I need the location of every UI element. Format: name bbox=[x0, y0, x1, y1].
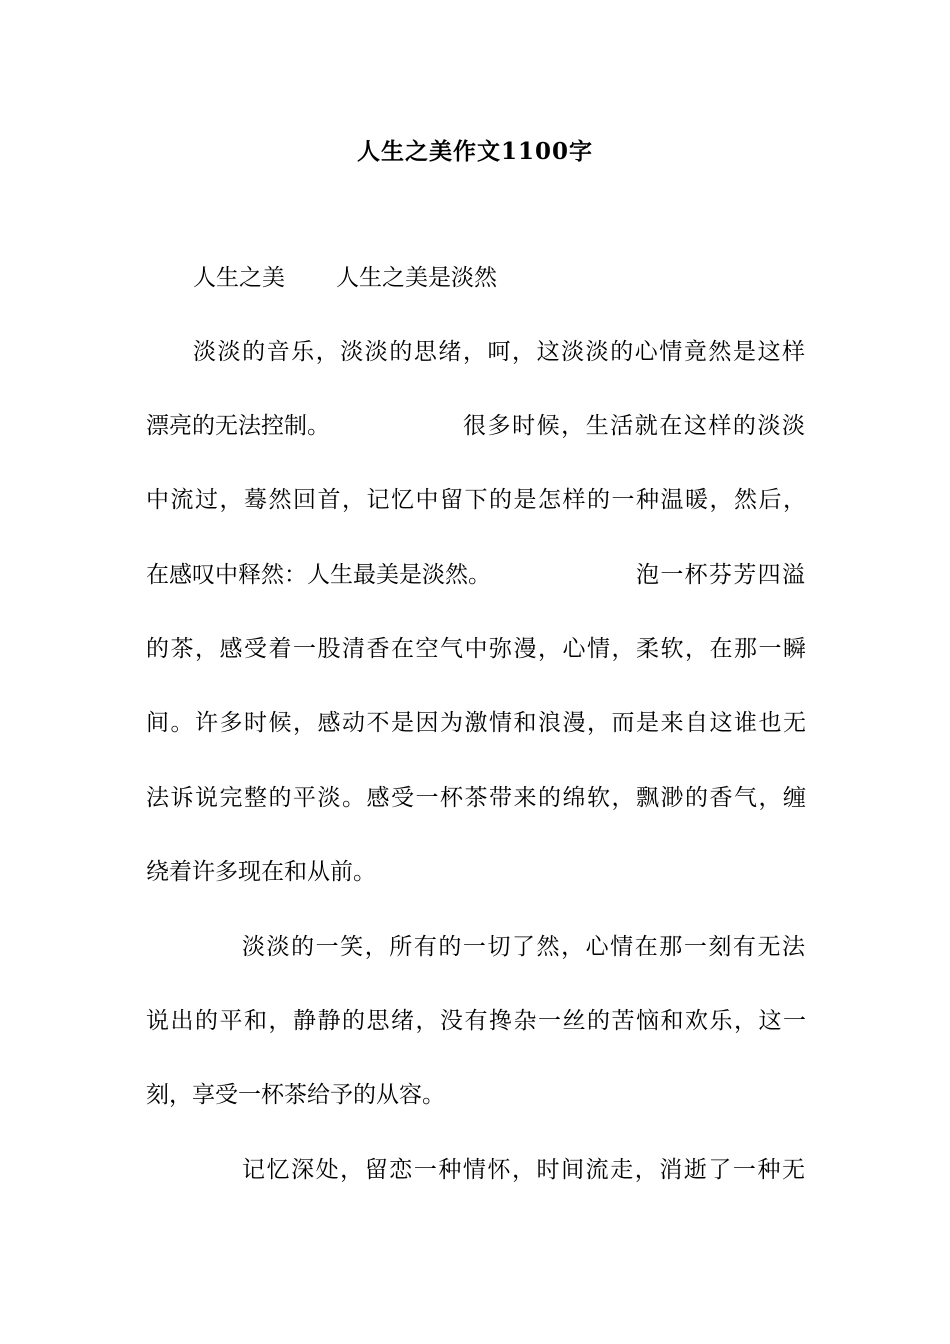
paragraph-line: 间。许多时候，感动不是因为激情和浪漫，而是来自这谁也无 bbox=[146, 710, 806, 736]
paragraph-line: 的茶，感受着一股清香在空气中弥漫，心情，柔软，在那一瞬 bbox=[146, 636, 806, 662]
paragraph-line: 淡淡的音乐，淡淡的思绪，呵，这淡淡的心情竟然是这样 bbox=[193, 339, 805, 365]
page-title: 人生之美作文1100字 bbox=[356, 138, 593, 165]
paragraph-line: 绕着许多现在和从前。 bbox=[146, 859, 376, 885]
paragraph-line: 在感叹中释然：人生最美是淡然。 bbox=[146, 562, 491, 588]
paragraph-line: 淡淡的一笑，所有的一切了然，心情在那一刻有无法 bbox=[242, 934, 805, 960]
paragraph-line: 记忆深处，留恋一种情怀，时间流走，消逝了一种无 bbox=[242, 1157, 805, 1183]
paragraph-line: 很多时候，生活就在这样的淡淡 bbox=[463, 413, 805, 439]
paragraph-line: 法诉说完整的平淡。感受一杯茶带来的绵软，飘渺的香气，缠 bbox=[146, 785, 806, 811]
paragraph-line: 泡一杯芬芳四溢 bbox=[636, 562, 805, 588]
subtitle-left: 人生之美 bbox=[193, 265, 285, 291]
paragraph-line: 刻，享受一杯茶给予的从容。 bbox=[146, 1082, 445, 1108]
paragraph-line: 漂亮的无法控制。 bbox=[146, 413, 330, 439]
subtitle-right: 人生之美是淡然 bbox=[336, 265, 497, 291]
paragraph-line: 说出的平和，静静的思绪，没有搀杂一丝的苦恼和欢乐，这一 bbox=[146, 1008, 806, 1034]
paragraph-line: 中流过，蓦然回首，记忆中留下的是怎样的一种温暖，然后， bbox=[146, 487, 806, 513]
